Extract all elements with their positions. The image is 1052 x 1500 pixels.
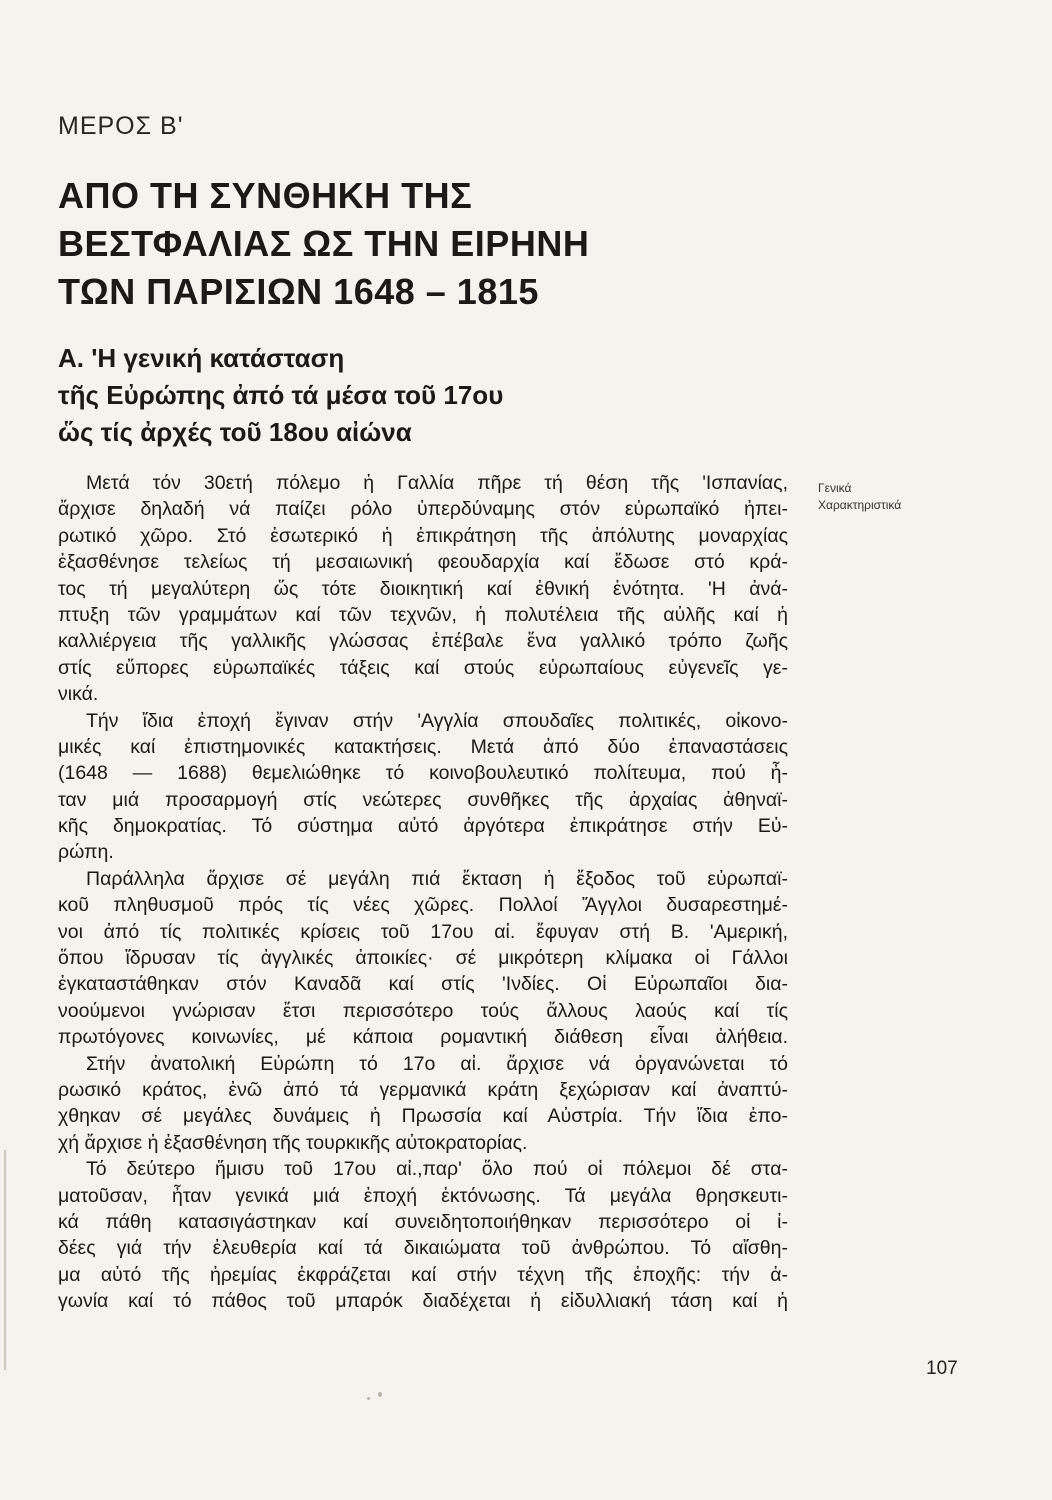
section-title-line: ὥς τίς ἀρχές τοῦ 18ου αἰώνα: [58, 417, 412, 447]
scan-speck: [367, 1397, 370, 1400]
scan-edge-mark: [4, 1150, 6, 1370]
text-line: ματοῦσαν, ἦταν γενικά μιά ἐποχή ἐκτόνωσης. Τά μεγάλα θρησκευτι-: [58, 1184, 788, 1207]
margin-note-line: Χαρακτηριστικά: [818, 498, 902, 512]
text-line: κῆς δημοκρατίας. Τό σύστημα αὐτό ἀργότερα ἐπικράτησε στήν Εὐ-: [58, 815, 788, 838]
text-line: Τό δεύτερο ἥμισυ τοῦ 17ου αἰ.,παρ' ὅλο πού οἱ πόλεμοι δέ στα-: [86, 1158, 788, 1181]
text-line: ταν μιά προσαρμογή στίς νεώτερες συνθῆκες τῆς ἀρχαίας ἀθηναϊ-: [58, 788, 788, 811]
text-line: χθηκαν σέ μεγάλες δυνάμεις ἡ Πρωσσία καί Αὐστρία. Τήν ἴδια ἐπο-: [58, 1105, 788, 1128]
page-number: 107: [926, 1358, 958, 1379]
section-title-line: Α. 'Η γενική κατάσταση: [58, 343, 345, 373]
part-label: ΜΕΡΟΣ Β': [58, 112, 184, 140]
text-line: ρωτικό χῶρο. Στό ἐσωτερικό ἡ ἐπικράτηση τῆς ἀπόλυτης μοναρχίας: [58, 524, 788, 547]
chapter-title-line: ΒΕΣΤΦΑΛΙΑΣ ΩΣ ΤΗΝ ΕΙΡΗΝΗ: [58, 223, 590, 264]
text-line: Στήν ἀνατολική Εὐρώπη τό 17ο αἰ. ἄρχισε νά ὀργανώνεται τό: [86, 1052, 788, 1075]
text-line: κοῦ πληθυσμοῦ πρός τίς νέες χῶρες. Πολλοί Ἄγγλοι δυσαρεστημέ-: [58, 894, 788, 917]
text-line: Τήν ἴδια ἐποχή ἔγιναν στήν 'Αγγλία σπουδαῖες πολιτικές, οἰκονο-: [86, 709, 788, 732]
body-text: [58, 470, 788, 1315]
chapter-title-line: ΤΩΝ ΠΑΡΙΣΙΩΝ 1648 – 1815: [58, 271, 539, 312]
margin-note-line: Γενικά: [818, 481, 852, 495]
text-line: νοι ἀπό τίς πολιτικές κρίσεις τοῦ 17ου αἰ. ἔφυγαν στή Β. 'Αμερική,: [58, 920, 788, 943]
text-line: νικά.: [58, 683, 99, 706]
text-line: ὅπου ἵδρυσαν τίς ἀγγλικές ἀποικίες· σέ μικρότερη κλίμακα οἱ Γάλλοι: [58, 947, 788, 970]
chapter-title: [58, 172, 778, 316]
text-line: δέες γιά τήν ἐλευθερία καί τά δικαιώματα τοῦ ἀνθρώπου. Τό αἴσθη-: [58, 1237, 788, 1260]
text-line: γωνία καί τό πάθος τοῦ μπαρόκ διαδέχεται ἡ εἰδυλλιακή τάση καί ἡ: [58, 1290, 788, 1313]
margin-note: [818, 480, 901, 514]
text-line: πτυξη τῶν γραμμάτων καί τῶν τεχνῶν, ἡ πολυτέλεια τῆς αὐλῆς καί ἡ: [58, 603, 788, 626]
text-line: (1648 — 1688) θεμελιώθηκε τό κοινοβουλευτικό πολίτευμα, πού ἦ-: [58, 762, 788, 785]
text-line: στίς εὔπορες εὐρωπαϊκές τάξεις καί στούς εὐρωπαίους εὐγενεῖς γε-: [58, 656, 788, 679]
section-title: [58, 340, 778, 451]
text-line: χή ἄρχισε ἡ ἐξασθένηση τῆς τουρκικῆς αὐτοκρατορίας.: [58, 1131, 528, 1154]
text-line: πρωτόγονες κοινωνίες, μέ κάποια ρομαντική διάθεση εἶναι ἀλήθεια.: [58, 1026, 788, 1049]
text-line: τος τή μεγαλύτερη ὥς τότε διοικητική καί ἐθνική ἑνότητα. 'Η ἀνά-: [58, 577, 788, 600]
text-line: κά πάθη κατασιγάστηκαν καί συνειδητοποιήθηκαν περισσότερο οἱ ἰ-: [58, 1210, 788, 1233]
chapter-title-line: ΑΠΟ ΤΗ ΣΥΝΘΗΚΗ ΤΗΣ: [58, 175, 473, 216]
scan-speck: [378, 1392, 382, 1397]
text-line: ἐγκαταστάθηκαν στόν Καναδᾶ καί στίς 'Ινδίες. Οἱ Εὐρωπαῖοι δια-: [58, 973, 788, 996]
text-line: ρωσικό κράτος, ἐνῶ ἀπό τά γερμανικά κράτη ξεχώρισαν καί ἀναπτύ-: [58, 1078, 788, 1101]
text-line: Μετά τόν 30ετή πόλεμο ἡ Γαλλία πῆρε τή θέση τῆς 'Ισπανίας,: [86, 472, 788, 494]
text-line: μικές καί ἐπιστημονικές κατακτήσεις. Μετά ἀπό δύο ἐπαναστάσεις: [58, 735, 788, 758]
text-line: ἄρχισε δηλαδή νά παίζει ρόλο ὑπερδύναμης στόν εὐρωπαϊκό ἠπει-: [58, 498, 788, 521]
section-title-line: τῆς Εὐρώπης ἀπό τά μέσα τοῦ 17ου: [58, 380, 504, 410]
text-line: Παράλληλα ἄρχισε σέ μεγάλη πιά ἔκταση ἡ ἔξοδος τοῦ εὐρωπαϊ-: [86, 867, 788, 890]
text-line: νοούμενοι γνώρισαν ἔτσι περισσότερο τούς ἄλλους λαούς καί τίς: [58, 999, 788, 1022]
text-line: ρώπη.: [58, 841, 114, 864]
text-line: ἐξασθένησε τελείως τή μεσαιωνική φεουδαρχία καί ἔδωσε στό κρά-: [58, 551, 788, 574]
text-line: μα αὐτό τῆς ἠρεμίας ἐκφράζεται καί στήν τέχνη τῆς ἐποχῆς: τήν ἀ-: [58, 1263, 788, 1286]
text-line: καλλιέργεια τῆς γαλλικῆς γλώσσας ἐπέβαλε ἕνα γαλλικό τρόπο ζωῆς: [58, 630, 788, 653]
